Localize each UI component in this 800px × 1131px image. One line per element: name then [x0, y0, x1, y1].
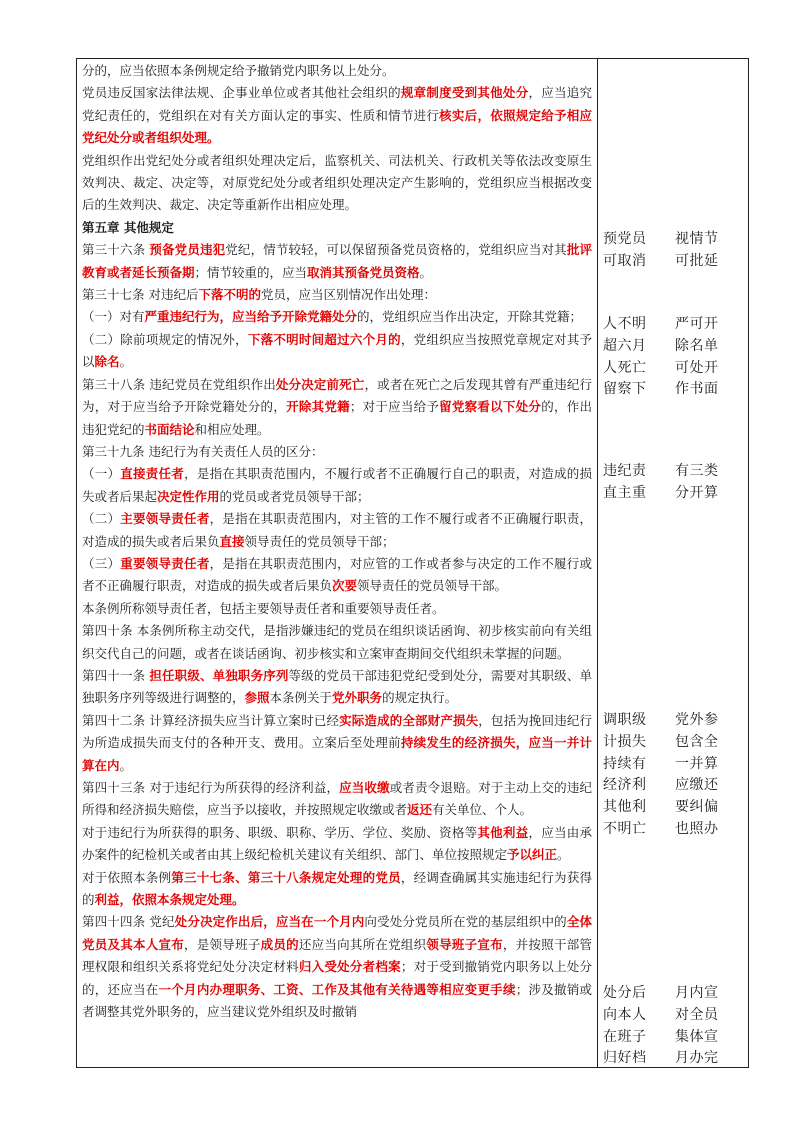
- mnemonic-note: [603, 983, 747, 1070]
- paragraph: [82, 911, 592, 1023]
- mnemonic-left-line: 向本人: [603, 1006, 647, 1023]
- paragraph: [82, 150, 592, 217]
- body-text: 第四十二条 计算经济损失应当计算立案时已经: [82, 712, 340, 728]
- paragraph: [82, 306, 592, 328]
- highlighted-text: 处分决定作出后，应当在一个月内: [174, 914, 365, 930]
- mnemonic-left-line: 人不明: [603, 316, 647, 332]
- body-text: ，经调查确属其实施违纪行为获得的: [82, 869, 592, 908]
- paragraph: [82, 620, 592, 665]
- body-text: 。: [419, 264, 433, 280]
- regulation-text-column: [82, 60, 592, 1023]
- mnemonic-note: [603, 229, 747, 273]
- body-text: 分的，应当依照本条例规定给予撤销党内职务以上处分。: [82, 63, 395, 78]
- paragraph: [82, 82, 592, 149]
- paragraph: [82, 598, 592, 620]
- mnemonic-right-line: 应缴还: [675, 777, 719, 794]
- mnemonic-right-line: 党外参: [675, 712, 719, 728]
- highlighted-text: 取消其预备党员资格: [307, 264, 420, 280]
- body-text: 有关单位、个人。: [432, 802, 533, 818]
- highlighted-text: 参照: [244, 690, 270, 706]
- body-text: 或者责令退赔。对于主动上交的违纪所得和经济损失赔偿，应当予以接收，并按照规定收缴或者: [82, 780, 592, 818]
- body-text: ，是指在其职责范围内，不履行或者不正确履行自己的职责，对造成的损失或者后果起: [82, 466, 592, 504]
- paragraph: [82, 553, 592, 598]
- highlighted-text: 核实后，依照规定给予相应党纪处分或者组织处理。: [82, 107, 592, 146]
- body-text: 党纪，情节较轻，可以保留预备党员资格的，党组织应当对其: [225, 242, 567, 258]
- mnemonic-right-line: 集体宣: [675, 1028, 719, 1045]
- highlighted-text: 成员的: [260, 936, 299, 952]
- mnemonic-left-line: 调职级: [603, 712, 647, 728]
- paragraph: [82, 463, 592, 508]
- body-text: 对于依照本条例: [82, 869, 172, 885]
- highlighted-text: 留党察看以下处分: [439, 399, 542, 415]
- highlighted-text: 主要领导责任者: [120, 511, 210, 527]
- highlighted-text: 返还: [407, 802, 433, 818]
- mnemonic-right-line: 严可开: [675, 316, 719, 332]
- mnemonic-right-line: 分开算: [675, 484, 719, 501]
- highlighted-text: 重要领导责任者: [120, 555, 210, 571]
- body-text: 本条例关于: [269, 690, 333, 706]
- paragraph: [82, 329, 592, 374]
- mnemonic-note: [603, 314, 747, 401]
- mnemonic-left-line: 超六月: [603, 337, 647, 354]
- highlighted-text: 批评教育或者延长预备期: [82, 242, 592, 280]
- mnemonic-left-line: 人死亡: [603, 359, 647, 376]
- mnemonic-right-line: 月办完: [675, 1050, 719, 1067]
- mnemonic-left-line: 直主重: [603, 484, 647, 501]
- highlighted-text: 书面结论: [144, 421, 195, 437]
- highlighted-text: 第三十七条、第三十八条规定处理的党员: [171, 869, 401, 885]
- mnemonic-right-line: 对全员: [675, 1006, 719, 1023]
- highlighted-text: 规章制度受到其他处分: [400, 85, 529, 101]
- body-text: 第三十九条 违纪行为有关责任人员的区分：: [82, 443, 324, 459]
- body-text: 第四十四条 党纪: [82, 914, 175, 930]
- mnemonic-left-line: 归好档: [603, 1050, 647, 1067]
- body-text: 。: [119, 354, 133, 370]
- highlighted-text: 直接: [219, 533, 245, 549]
- body-text: 第四十一条: [82, 667, 150, 683]
- body-text: 第四十三条 对于违纪行为所获得的经济利益，: [82, 780, 340, 795]
- column-divider: [597, 58, 598, 1068]
- body-text: （三）: [82, 555, 121, 571]
- mnemonic-right-line: 可处开: [675, 359, 719, 376]
- highlighted-text: 其他利益: [477, 824, 529, 840]
- mnemonic-right-line: 包含全: [675, 733, 719, 750]
- body-text: ，并按照干部管理权限和组织关系将党纪处分决定材料: [82, 936, 592, 975]
- body-text: 第三十七条 对违纪后: [82, 287, 199, 303]
- body-text: 第三十六条: [82, 242, 150, 258]
- mnemonic-note: [603, 461, 747, 505]
- body-text: 领导责任的党员领导干部；: [244, 533, 395, 549]
- mnemonic-right-line: 作书面: [675, 381, 719, 398]
- body-text: 等级的党员干部违犯党纪受到处分，需要对其职级、单独职务序列等级进行调整的，: [82, 667, 592, 706]
- mnemonic-right-line: 有三类: [675, 463, 719, 479]
- mnemonic-left-line: 预党员: [603, 231, 647, 247]
- body-text: 的规定执行。: [382, 690, 458, 706]
- body-text: 本条例所称领导责任者，包括主要领导责任者和重要领导责任者。: [82, 600, 445, 616]
- highlighted-text: 处分决定前死亡: [275, 376, 365, 392]
- body-text: （一）: [82, 466, 121, 482]
- highlighted-text: 次要: [332, 578, 358, 594]
- highlighted-text: 严重违纪行为，应当给予开除党籍处分: [144, 309, 358, 325]
- highlighted-text: 决定性作用: [157, 488, 220, 504]
- body-text: ；情节较重的，应当: [194, 264, 308, 280]
- highlighted-text: 下落不明时间超过六个月的: [247, 331, 401, 347]
- paragraph: [82, 374, 592, 441]
- mnemonic-right-line: 也照办: [675, 820, 719, 837]
- body-text: （二）: [82, 511, 121, 527]
- highlighted-text: 实际造成的全部财产损失: [339, 712, 479, 728]
- body-text: ；对于应当给予: [349, 399, 440, 415]
- paragraph: [82, 867, 592, 912]
- body-text: 还应当向其所在党组织: [298, 936, 427, 952]
- body-text: ，党组织应当按照党章规定对其予以: [82, 331, 592, 370]
- body-text: ，或者在死亡之后发现其曾有严重违纪行为，对于应当给予开除党籍处分的，: [82, 376, 592, 415]
- body-text: 党组织作出党纪处分或者组织处理决定后，监察机关、司法机关、行政机关等依法改变原生效判决、裁定、决定等，对原党纪处分或者组织处理决定产生影响的，党组织应当根据改变后的生效判决、裁定、决定等重新作出相应处理。: [82, 152, 592, 213]
- body-text: ，应当由承办案件的纪检机关或者由其上级纪检机关建议有关组织、部门、单位按照规定: [82, 824, 592, 863]
- paragraph: [82, 217, 592, 239]
- highlighted-text: 党外职务: [332, 690, 383, 706]
- mnemonic-left-line: 其他利: [603, 799, 647, 816]
- mnemonic-left-line: 不明亡: [603, 820, 647, 837]
- paragraph: [82, 284, 592, 306]
- highlighted-text: 应当收缴: [339, 780, 390, 795]
- highlighted-text: 预备党员违犯: [149, 242, 226, 258]
- body-text: ，是指在其职责范围内，对主管的工作不履行或者不正确履行职责，对造成的损失或者后果负: [82, 511, 592, 549]
- body-text: 的，作出违犯党纪的: [82, 399, 592, 437]
- mnemonic-left-line: 留察下: [603, 381, 647, 398]
- mnemonic-left-line: 经济利: [603, 777, 647, 794]
- body-text: ，应当追究党纪责任的，党组织在对有关方面认定的事实、性质和情节进行: [82, 85, 592, 123]
- mnemonic-right-line: 除名单: [675, 337, 719, 354]
- body-text: ；涉及撤销或者调整其党外职务的，应当建议党外组织及时撤销: [82, 981, 592, 1020]
- mnemonic-right-line: 可批延: [675, 252, 719, 269]
- body-text: 和相应处理。: [194, 421, 270, 437]
- paragraph: [82, 508, 592, 553]
- mnemonic-note: [603, 710, 747, 841]
- body-text: 党员违反国家法律法规、企事业单位或者其他社会组织的: [82, 85, 401, 101]
- highlighted-text: 下落不明的: [198, 287, 261, 303]
- mnemonic-left-line: 可取消: [603, 252, 647, 269]
- highlighted-text: 全体党员及其本人宣布: [82, 914, 592, 952]
- body-text: ，是领导班子: [184, 936, 261, 952]
- mnemonic-left-line: 处分后: [603, 985, 647, 1001]
- mnemonic-right-line: 要纠偏: [675, 799, 719, 816]
- paragraph: [82, 822, 592, 867]
- highlighted-text: 开除其党籍: [286, 399, 350, 415]
- body-text: ，是指在其职责范围内，对应管的工作或者参与决定的工作不履行或者不正确履行职责，对造成的损失或者后果负: [82, 555, 592, 594]
- paragraph: [82, 60, 592, 82]
- body-text: 领导责任的党员领导干部。: [357, 578, 508, 594]
- highlighted-text: 担任职级、单独职务序列: [149, 667, 289, 683]
- body-text: ，包括为挽回违纪行为所造成损失而支付的各种开支、费用。立案后至处理前: [82, 712, 592, 751]
- mnemonic-left-line: 计损失: [603, 733, 647, 750]
- highlighted-text: 领导班子宣布: [426, 936, 503, 952]
- body-text: （一）对有: [82, 309, 145, 325]
- highlighted-text: 利益，依照本条规定处理。: [94, 892, 245, 908]
- chapter-heading: 第五章 其他规定: [82, 219, 174, 235]
- body-text: ；对于受到撤销党内职务以上处分的，还应当在: [82, 959, 592, 997]
- body-text: 对于违纪行为所获得的职务、职级、职称、学历、学位、奖励、资格等: [82, 824, 478, 840]
- mnemonic-right-line: 一并算: [675, 755, 719, 772]
- paragraph: [82, 710, 592, 777]
- body-text: 的党员或者党员领导干部；: [219, 488, 370, 504]
- body-text: 党员，应当区别情况作出处理：: [261, 287, 437, 303]
- paragraph: [82, 777, 592, 822]
- paragraph: [82, 441, 592, 463]
- mnemonic-right-line: 视情节: [675, 231, 719, 247]
- body-text: 的，党组织应当作出决定，开除其党籍；: [357, 309, 583, 325]
- highlighted-text: 直接责任者: [120, 466, 185, 482]
- highlighted-text: 一个月内办理职务、工资、工作及其他有关待遇等相应变更手续: [158, 981, 516, 997]
- body-text: （二）除前项规定的情况外，: [82, 331, 248, 347]
- mnemonic-left-line: 持续有: [603, 755, 647, 772]
- mnemonic-left-line: 违纪责: [603, 463, 647, 479]
- mnemonic-left-line: 在班子: [603, 1028, 647, 1045]
- paragraph: [82, 239, 592, 284]
- highlighted-text: 持续发生的经济损失，应当一并计算在内: [82, 735, 592, 773]
- highlighted-text: 归入受处分者档案: [298, 959, 401, 975]
- highlighted-text: 除名: [94, 354, 120, 370]
- body-text: 第三十八条 违纪党员在党组织作出: [82, 376, 276, 392]
- paragraph: [82, 665, 592, 710]
- highlighted-text: 予以纠正: [507, 847, 558, 863]
- body-text: 。: [557, 847, 570, 863]
- body-text: 向受处分党员所在党的基层组织中的: [364, 914, 567, 930]
- body-text: 。: [119, 757, 133, 773]
- body-text: 第四十条 本条例所称主动交代，是指涉嫌违纪的党员在组织谈话函询、初步核实前向有关组织交代自己的问题，或者在谈话函询、初步核实和立案审查期间交代组织未掌握的问题。: [82, 623, 592, 661]
- mnemonic-right-line: 月内宣: [675, 985, 719, 1001]
